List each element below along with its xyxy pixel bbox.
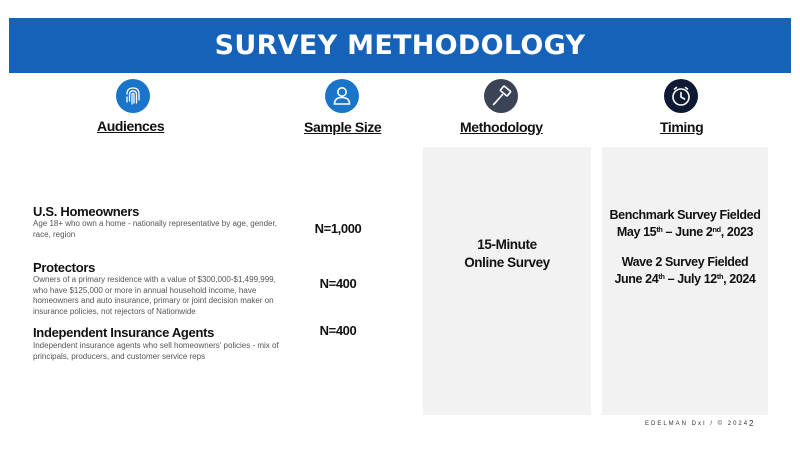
- page-number: 2: [749, 419, 754, 428]
- methodology-text: [423, 236, 591, 272]
- ordinal-suffix: nd: [712, 225, 721, 234]
- sample-size-value: N=400: [319, 323, 357, 338]
- ordinal-suffix: th: [716, 272, 724, 281]
- title-banner: [9, 18, 791, 73]
- audience-name: U.S. Homeowners: [33, 204, 140, 219]
- timing-end: July 12: [677, 272, 717, 286]
- timing-title: Benchmark Survey Fielded: [609, 208, 761, 222]
- timing-dates: [594, 224, 776, 241]
- sample-size-value: N=1,000: [314, 221, 362, 236]
- audience-description: Independent insurance agents who sell homeowners' policies - mix of principals, producers, and customer service reps: [33, 341, 279, 361]
- ordinal-suffix: th: [656, 225, 663, 234]
- footer-text: EDELMAN DxI / © 2024: [645, 421, 750, 427]
- timing-year: , 2024: [723, 272, 756, 286]
- ordinal-suffix: th: [658, 272, 665, 281]
- methodology-line: Online Survey: [464, 255, 550, 270]
- timing-year: , 2023: [720, 225, 754, 239]
- benchmark-timing: [594, 207, 776, 241]
- column-heading-timing: Timing: [660, 119, 704, 135]
- column-heading-audiences: Audiences: [97, 118, 165, 134]
- page-title: SURVEY METHODOLOGY: [214, 30, 586, 61]
- timing-dates: [594, 271, 776, 288]
- fingerprint-icon: [116, 79, 150, 113]
- audience-description: Owners of a primary residence with a value of $300,000-$1,499,999, who have $125,000 or more in annual household income, have homeowners and auto insurance, primary or joint decision maker on insurance policies, not rejectors of Nationwide: [33, 275, 276, 316]
- column-heading-sample-size: Sample Size: [304, 119, 382, 135]
- methodology-line: 15-Minute: [477, 237, 537, 252]
- timing-title: Wave 2 Survey Fielded: [621, 255, 749, 269]
- timing-separator: –: [662, 225, 676, 239]
- timing-separator: –: [664, 272, 678, 286]
- wave2-timing: [594, 254, 776, 288]
- survey-tool-icon: [484, 79, 518, 113]
- timing-start: May 15: [616, 225, 657, 239]
- timing-start: June 24: [614, 272, 659, 286]
- timing-end: June 2: [675, 225, 713, 239]
- sample-size-value: N=400: [319, 276, 357, 291]
- methodology-panel: [423, 147, 591, 415]
- audience-name: Independent Insurance Agents: [33, 325, 215, 340]
- audience-name: Protectors: [33, 260, 96, 275]
- person-icon: [325, 79, 359, 113]
- column-heading-methodology: Methodology: [460, 119, 543, 135]
- audience-description: Age 18+ who own a home - nationally representative by age, gender, race, region: [33, 219, 277, 239]
- clock-icon: [664, 79, 698, 113]
